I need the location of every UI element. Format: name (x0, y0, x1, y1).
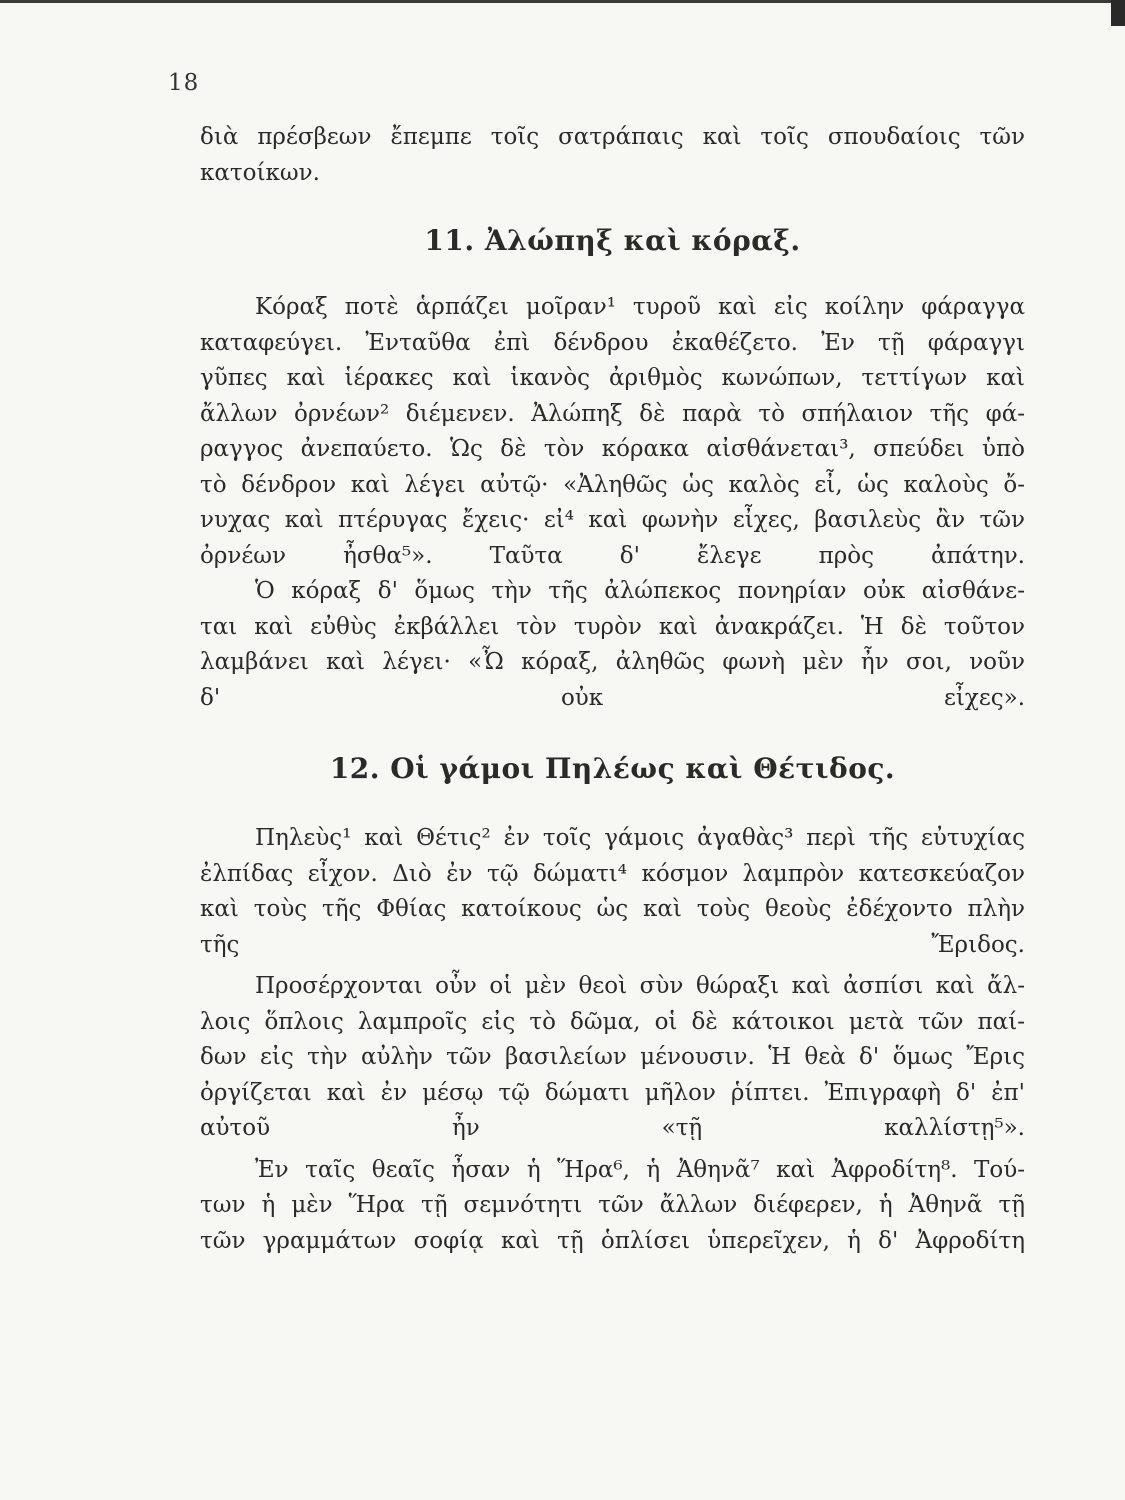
text-line: νυχας καὶ πτέρυγας ἔχεις· εἰ⁴ καὶ φωνὴν εἶχες, βασιλεὺς ἂν τῶν (200, 507, 1025, 533)
section-11-paragraph-2 (200, 574, 1025, 716)
intro-paragraph (200, 120, 1025, 191)
text-line: ὀργίζεται καὶ ἐν μέσῳ τῷ δώματι μῆλον ῥίπτει. Ἐπιγραφὴ δ' ἐπ' (200, 1079, 1025, 1106)
page-body (200, 120, 1025, 1259)
text-line: γῦπες καὶ ἱέρακες καὶ ἱκανὸς ἀριθμὸς κωνώπων, τεττίγων καὶ (200, 365, 1025, 391)
text-line: Πηλεὺς¹ καὶ Θέτις² ἐν τοῖς γάμοις ἀγαθὰς³ περὶ τῆς εὐτυχίας (255, 825, 1025, 851)
section-11-paragraph-1 (200, 290, 1025, 574)
text-line: ἐλπίδας εἶχον. Διὸ ἐν τῷ δώματι⁴ κόσμον λαμπρὸν κατεσκεύαζον (200, 860, 1025, 887)
text-line: καταφεύγει. Ἐνταῦθα ἐπὶ δένδρου ἐκαθέζετο. Ἐν τῇ φάραγγι (200, 329, 1025, 356)
section-12-paragraph-2 (200, 969, 1025, 1147)
text-line: κατοίκων. (200, 159, 320, 186)
text-line: τὸ δένδρον καὶ λέγει αὐτῷ· «Ἀληθῶς ὡς καλὸς εἶ, ὡς καλοὺς ὄ- (200, 471, 1025, 498)
scan-corner-mark (1111, 0, 1125, 26)
section-11-title: 11. Ἀλώπηξ καὶ κόραξ. (424, 224, 801, 257)
text-line: Προσέρχονται οὖν οἱ μὲν θεοὶ σὺν θώραξι καὶ ἀσπίσι καὶ ἄλ- (255, 973, 1025, 999)
scan-edge (0, 0, 1125, 3)
text-line: Κόραξ ποτὲ ἁρπάζει μοῖραν¹ τυροῦ καὶ εἰς κοίλην φάραγγα (255, 294, 1025, 320)
section-12-paragraph-1 (200, 821, 1025, 963)
text-line: ἄλλων ὀρνέων² διέμενεν. Ἀλώπηξ δὲ παρὰ τὸ σπήλαιον τῆς φά- (200, 400, 1025, 427)
text-line: ὀρνέων ἦσθα⁵». Ταῦτα δ' ἔλεγε πρὸς ἀπάτην. (200, 542, 1025, 569)
page-number: 18 (168, 70, 200, 96)
text-line: των ἡ μὲν Ἥρα τῇ σεμνότητι τῶν ἄλλων διέφερεν, ἡ Ἀθηνᾶ τῇ (200, 1192, 1025, 1218)
text-line: τῶν γραμμάτων σοφίᾳ καὶ τῇ ὁπλίσει ὑπερεῖχεν, ἡ δ' Ἀφροδίτη (200, 1227, 1025, 1254)
text-line: ται καὶ εὐθὺς ἐκβάλλει τὸν τυρὸν καὶ ἀνακράζει. Ἡ δὲ τοῦτον (200, 613, 1025, 640)
text-line: λαμβάνει καὶ λέγει· «Ὦ κόραξ, ἀληθῶς φωνὴ μὲν ἦν σοι, νοῦν (200, 649, 1025, 675)
text-line: δων εἰς τὴν αὐλὴν τῶν βασιλείων μένουσιν. Ἡ θεὰ δ' ὅμως Ἔρις (200, 1044, 1025, 1070)
text-line: τῆς Ἔριδος. (200, 931, 1025, 958)
text-line: καὶ τοὺς τῆς Φθίας κατοίκους ὡς καὶ τοὺς θεοὺς ἐδέχοντο πλὴν (200, 896, 1025, 922)
text-line: δ' οὐκ εἶχες». (200, 684, 1025, 711)
text-line: αὐτοῦ ἦν «τῇ καλλίστῃ⁵». (200, 1115, 1025, 1141)
text-line: Ἐν ταῖς θεαῖς ἦσαν ἡ Ἥρα⁶, ἡ Ἀθηνᾶ⁷ καὶ Ἀφροδίτη⁸. Τού- (255, 1156, 1025, 1183)
text-line: Ὁ κόραξ δ' ὅμως τὴν τῆς ἀλώπεκος πονηρίαν οὐκ αἰσθάνε- (255, 578, 1025, 604)
text-line: διὰ πρέσβεων ἔπεμπε τοῖς σατράπαις καὶ τοῖς σπουδαίοις τῶν (200, 124, 1025, 150)
section-12-title: 12. Οἱ γάμοι Πηλέως καὶ Θέτιδος. (329, 752, 896, 785)
section-12-paragraph-3 (200, 1153, 1025, 1260)
text-line: λοις ὅπλοις λαμπροῖς εἰς τὸ δῶμα, οἱ δὲ κάτοικοι μετὰ τῶν παί- (200, 1008, 1025, 1035)
text-line: ραγγος ἀνεπαύετο. Ὡς δὲ τὸν κόρακα αἰσθάνεται³, σπεύδει ὑπὸ (200, 436, 1025, 462)
